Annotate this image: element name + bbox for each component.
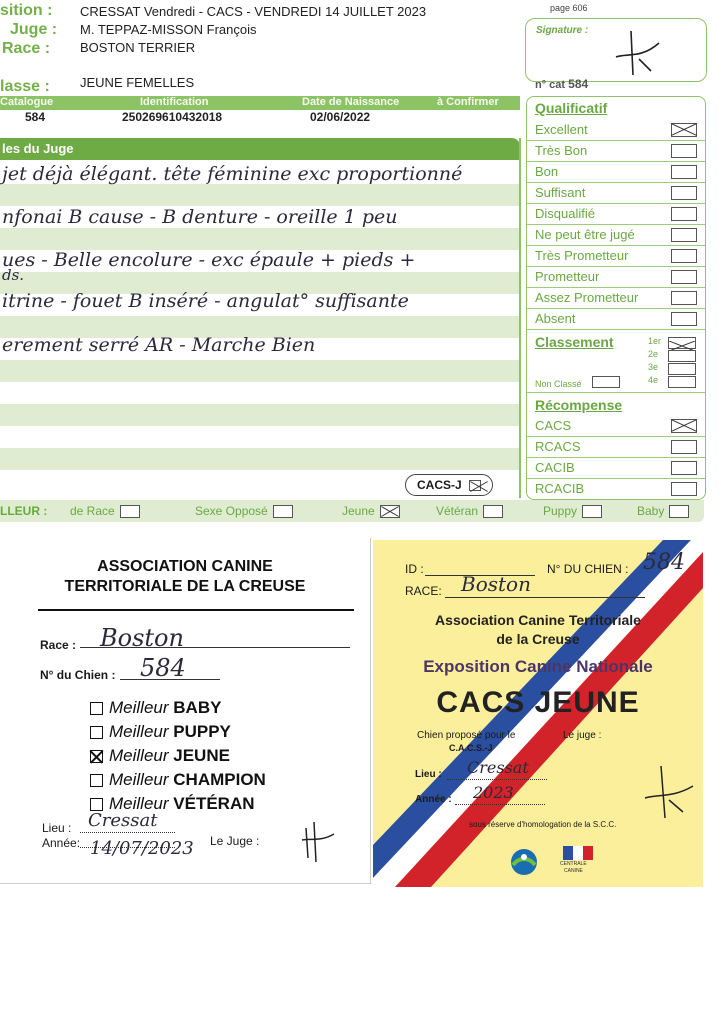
signature-scribble	[611, 29, 671, 79]
yc-juge-label: Le juge :	[563, 730, 602, 741]
exposition-value: CRESSAT Vendredi - CACS - VENDREDI 14 JUILLET 2023	[80, 4, 427, 19]
choice-prefix: Meilleur	[109, 746, 169, 765]
qualificatif-label: Assez Prometteur	[535, 290, 639, 305]
col-identification: Identification	[140, 96, 209, 108]
qualificatif-label: Très Prometteur	[535, 248, 629, 263]
meilleur-option-label: Puppy	[543, 504, 578, 518]
assoc-juge-signature	[300, 818, 340, 868]
yc-propose-1: Chien proposé pour le	[417, 730, 516, 741]
qualificatif-checkbox[interactable]	[671, 312, 697, 326]
note-line: jet déjà élégant. tête féminine exc proportionné	[2, 163, 463, 185]
non-classe-checkbox[interactable]	[592, 376, 620, 388]
assoc-annee-value: 14/07/2023	[90, 838, 194, 859]
stripe	[0, 360, 520, 382]
recompense-label: RCACIB	[535, 481, 585, 496]
qualificatif-row	[527, 246, 705, 267]
qualificatif-title: Qualificatif	[535, 100, 608, 116]
yc-assoc-2: de la Creuse	[496, 631, 580, 647]
yc-lieu-line	[447, 779, 547, 780]
meilleur-label: LLEUR :	[0, 504, 48, 518]
choice-label: CHAMPION	[173, 770, 266, 789]
notes-border	[519, 138, 521, 498]
chien-line	[120, 679, 220, 680]
logo-text-2: CANINE	[564, 868, 583, 874]
recompense-row	[527, 416, 705, 437]
meilleur-option-label: Vétéran	[436, 504, 479, 518]
rank-checkbox[interactable]	[668, 337, 696, 349]
classement-title: Classement	[535, 334, 614, 350]
cat-label: n° cat	[535, 79, 566, 91]
yc-annee-value: 2023	[473, 783, 514, 802]
col-catalogue: Catalogue	[0, 96, 54, 108]
catalogue-value: 584	[25, 110, 46, 124]
meilleur-option-checkbox[interactable]	[582, 505, 602, 518]
assoc-title-1: ASSOCIATION CANINE	[97, 558, 273, 575]
meilleur-option-label: Sexe Opposé	[195, 504, 268, 518]
rank-checkbox[interactable]	[668, 350, 696, 362]
rank-label: 2e	[648, 349, 659, 359]
title-underline	[38, 609, 354, 611]
col-confirmer: à Confirmer	[437, 96, 499, 108]
logo-text-1: CENTRALE	[560, 861, 587, 867]
note-line: ds.	[2, 266, 25, 284]
qualificatif-row	[527, 267, 705, 288]
stripe	[0, 448, 520, 470]
lieu-line	[80, 832, 175, 833]
recompense-checkbox[interactable]	[671, 461, 697, 475]
assoc-title-2: TERRITORIALE DE LA CREUSE	[64, 578, 306, 595]
qualificatif-checkbox[interactable]	[671, 165, 697, 179]
qualificatif-checkbox[interactable]	[671, 186, 697, 200]
note-line: ues - Belle encolure - exc épaule + pieds +	[2, 249, 416, 271]
meilleur-option	[436, 504, 503, 518]
yc-race-label: RACE:	[405, 584, 442, 598]
choice-prefix: Meilleur	[109, 722, 169, 741]
recompense-label: CACS	[535, 418, 572, 433]
cacs-jeune-card	[373, 540, 703, 887]
choice-checkbox[interactable]	[90, 774, 103, 787]
qualificatif-row	[527, 309, 705, 330]
qualificatif-checkbox[interactable]	[671, 207, 697, 221]
note-line: nfonai B cause - B denture - oreille 1 peu	[2, 206, 398, 228]
judge-notes-title: les du Juge	[2, 141, 74, 156]
classe-value: JEUNE FEMELLES	[80, 75, 195, 90]
exposition-label: sition :	[0, 2, 53, 19]
choice-label: VÉTÉRAN	[173, 794, 255, 813]
qualificatif-label: Disqualifié	[535, 206, 595, 221]
race-value: BOSTON TERRIER	[80, 40, 196, 55]
recompense-row	[527, 458, 705, 479]
yc-propose-2: C.A.C.S.-J	[449, 743, 493, 753]
qualificatif-row	[527, 120, 705, 141]
birth-date-value: 02/06/2022	[310, 110, 371, 124]
assoc-race-value: Boston	[100, 624, 184, 652]
yc-expo: Exposition Canine Nationale	[423, 657, 653, 676]
choice-label: PUPPY	[173, 722, 231, 741]
meilleur-option	[342, 504, 400, 518]
divider	[527, 392, 705, 393]
meilleur-choice[interactable]	[90, 746, 266, 766]
yc-race-line	[445, 597, 645, 598]
stripe	[0, 404, 520, 426]
recompense-row	[527, 437, 705, 458]
recompense-title: Récompense	[535, 397, 623, 413]
qualificatif-row	[527, 162, 705, 183]
assoc-annee-label: Année:	[42, 836, 81, 850]
classe-label: lasse :	[0, 78, 50, 95]
choice-prefix: Meilleur	[109, 794, 169, 813]
choice-prefix: Meilleur	[109, 770, 169, 789]
qualificatif-label: Suffisant	[535, 185, 586, 200]
assoc-lieu-value: Cressat	[88, 810, 158, 831]
qualificatif-checkbox[interactable]	[671, 228, 697, 242]
meilleur-option-checkbox[interactable]	[669, 505, 689, 518]
recompense-row	[527, 479, 705, 499]
choice-checkbox[interactable]	[90, 726, 103, 739]
non-classe-label: Non Classé	[535, 379, 582, 389]
qualificatif-label: Bon	[535, 164, 559, 179]
meilleur-choice[interactable]	[90, 770, 266, 790]
signature-box	[525, 18, 707, 82]
stripe	[0, 184, 520, 206]
rank-checkbox[interactable]	[668, 363, 696, 375]
annee-line	[80, 847, 175, 848]
qualificatif-row	[527, 204, 705, 225]
yc-id-label: ID :	[405, 562, 424, 576]
choice-checkbox[interactable]	[90, 702, 103, 715]
note-line: itrine - fouet B inséré - angulat° suffisante	[2, 290, 409, 312]
stripe	[0, 228, 520, 250]
assoc-chien-label: N° du Chien :	[40, 668, 116, 682]
choice-checkbox[interactable]	[90, 750, 103, 763]
meilleur-option	[543, 504, 602, 518]
meilleur-option-label: Jeune	[342, 504, 375, 518]
recompense-checkbox[interactable]	[671, 419, 697, 433]
note-line: erement serré AR - Marche Bien	[2, 334, 316, 356]
meilleur-option-label: de Race	[70, 504, 115, 518]
assoc-race-label: Race :	[40, 638, 77, 652]
stamp-checkbox	[469, 480, 481, 491]
signature-label: Signature :	[536, 25, 589, 36]
assoc-logo-icon	[509, 847, 539, 877]
cat-number	[535, 77, 588, 91]
yc-lieu-label: Lieu :	[415, 769, 442, 780]
meilleur-option	[195, 504, 293, 518]
recompense-checkbox[interactable]	[671, 482, 697, 496]
choice-prefix: Meilleur	[109, 698, 169, 717]
qualificatif-checkbox[interactable]	[671, 249, 697, 263]
yc-lieu-value: Cressat	[467, 758, 529, 777]
qualificatif-label: Excellent	[535, 122, 588, 137]
meilleur-option-label: Baby	[637, 504, 665, 518]
qualificatif-label: Absent	[535, 311, 576, 326]
assoc-lieu-label: Lieu :	[42, 821, 72, 835]
identification-value: 250269610432018	[122, 110, 223, 124]
yc-annee-label: Année :	[415, 794, 452, 805]
cacs-j-stamp	[405, 474, 493, 496]
assoc-chien-value: 584	[140, 654, 186, 682]
meilleur-option-checkbox[interactable]	[380, 505, 400, 518]
meilleur-option	[637, 504, 689, 518]
juge-value: M. TEPPAZ-MISSON François	[80, 22, 257, 37]
yc-annee-line	[455, 804, 545, 805]
juge-label: Juge :	[10, 21, 58, 38]
rank-label: 3e	[648, 362, 659, 372]
rank-label: 1er	[648, 336, 662, 346]
choice-label: JEUNE	[173, 746, 230, 765]
meilleur-option-checkbox[interactable]	[120, 505, 140, 518]
race-label: Race :	[2, 40, 51, 57]
page-number: page 606	[550, 3, 588, 13]
qualificatif-label: Prometteur	[535, 269, 600, 284]
meilleur-option-checkbox[interactable]	[483, 505, 503, 518]
qualificatif-label: Très Bon	[535, 143, 588, 158]
recompense-checkbox[interactable]	[671, 440, 697, 454]
yc-race-value: Boston	[461, 572, 531, 596]
qualificatif-checkbox[interactable]	[671, 144, 697, 158]
rank-checkbox[interactable]	[668, 376, 696, 388]
qualificatif-row	[527, 225, 705, 246]
stamp-label: CACS-J	[416, 478, 462, 492]
cat-value: 584	[568, 77, 589, 91]
yc-cacs-title: CACS JEUNE	[436, 686, 640, 719]
yc-homologation: sous réserve d'homologation de la S.C.C.	[469, 820, 617, 829]
yc-assoc-1: Association Canine Territoriale	[435, 612, 641, 628]
meilleur-choice[interactable]	[90, 722, 266, 742]
qualificatif-checkbox[interactable]	[671, 291, 697, 305]
recompense-label: RCACS	[535, 439, 581, 454]
yc-chien-label: N° DU CHIEN :	[547, 562, 629, 576]
association-card	[0, 538, 371, 884]
judge-notes-header	[0, 138, 520, 160]
qualificatif-row	[527, 288, 705, 309]
qualificatif-checkbox[interactable]	[671, 270, 697, 284]
meilleur-option	[70, 504, 140, 518]
choice-label: BABY	[173, 698, 222, 717]
assoc-juge-label: Le Juge :	[210, 834, 260, 848]
recompense-label: CACIB	[535, 460, 575, 475]
qualificatif-row	[527, 183, 705, 204]
meilleur-choice[interactable]	[90, 698, 266, 718]
yc-chien-value: 584	[643, 550, 685, 575]
rank-label: 4e	[648, 375, 659, 385]
meilleur-option-checkbox[interactable]	[273, 505, 293, 518]
yc-juge-signature	[639, 764, 699, 824]
meilleur-options	[90, 694, 266, 818]
qualificatif-label: Ne peut être jugé	[535, 227, 635, 242]
qualificatif-checkbox[interactable]	[671, 123, 697, 137]
col-date: Date de Naissance	[302, 96, 400, 108]
qualificatif-row	[527, 141, 705, 162]
race-line	[80, 647, 350, 648]
